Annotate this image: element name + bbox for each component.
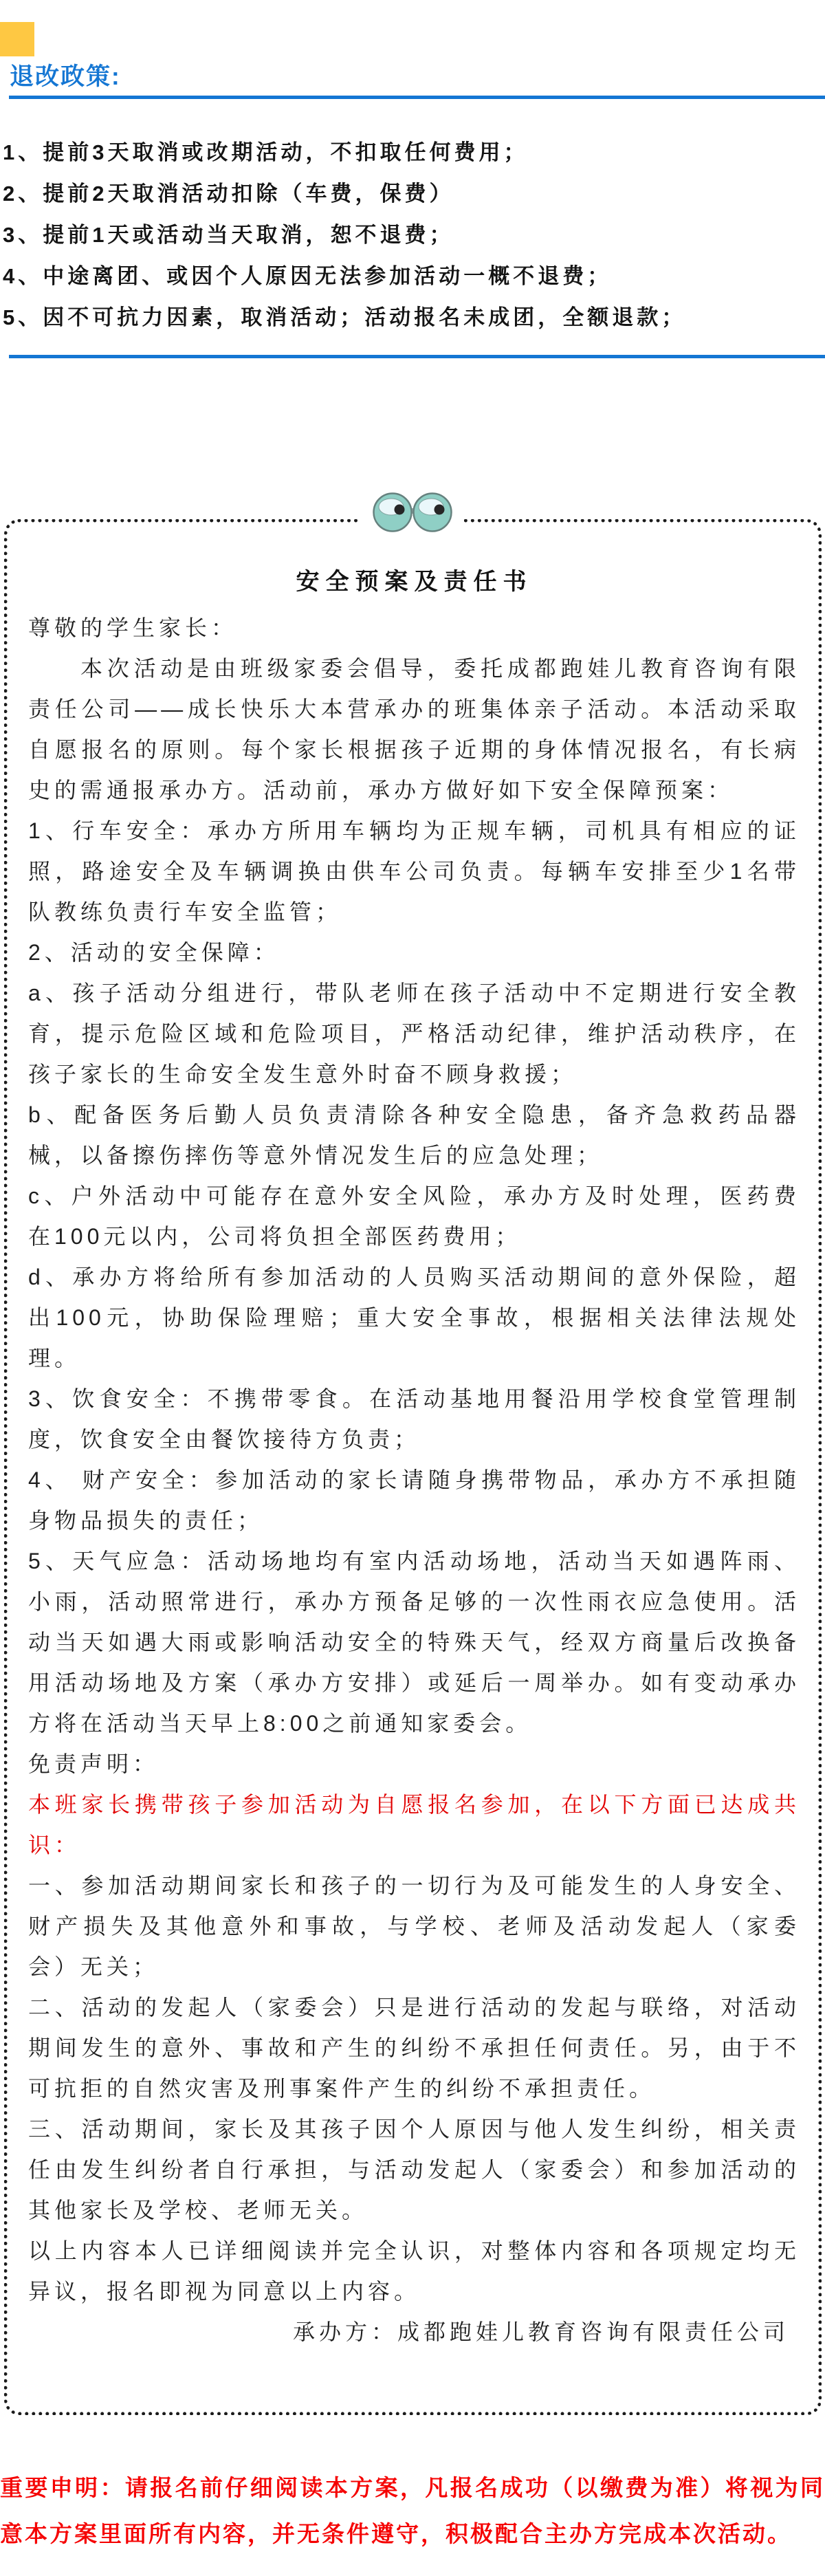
letter-paragraph: 1、行车安全：承办方所用车辆均为正规车辆，司机具有相应的证照，路途安全及车辆调换由供车公司负责。每辆车安排至少1名带队教练负责行车安全监管； bbox=[28, 818, 800, 924]
refund-policy-list bbox=[3, 132, 807, 338]
letter-paragraph: 2、活动的安全保障： bbox=[28, 940, 280, 965]
refund-policy-item: 1、提前3天取消或改期活动，不扣取任何费用； bbox=[3, 140, 529, 164]
letter-paragraph: b、配备医务后勤人员负责清除各种安全隐患，备齐急救药品器械，以备擦伤摔伤等意外情况发生后的应急处理； bbox=[28, 1102, 800, 1168]
yellow-corner-mark bbox=[0, 22, 34, 56]
refund-policy-item: 5、因不可抗力因素，取消活动；活动报名未成团，全额退款； bbox=[3, 305, 687, 329]
letter-paragraph: 5、天气应急：活动场地均有室内活动场地，活动当天如遇阵雨、小雨，活动照常进行，承办方预备足够的一次性雨衣应急使用。活动当天如遇大雨或影响活动安全的特殊天气，经双方商量后改换备用活动场地及方案（承办方安排）或延后一周举办。如有变动承办方将在活动当天早上8:00之前通知家委会。 bbox=[28, 1549, 800, 1736]
letter-paragraph: c、户外活动中可能存在意外安全风险，承办方及时处理，医药费在100元以内，公司将负担全部医药费用； bbox=[28, 1183, 800, 1249]
refund-policy-item: 3、提前1天或活动当天取消，恕不退费； bbox=[3, 223, 454, 247]
refund-policy-title: 退改政策: bbox=[10, 63, 121, 90]
voluntary-signup-notice: 本班家长携带孩子参加活动为自愿报名参加，在以下方面已达成共识： bbox=[28, 1792, 800, 1857]
important-statement: 重要申明：请报名前仔细阅读本方案，凡报名成功（以缴费为准）将视为同意本方案里面所有内容，并无条件遵守，积极配合主办方完成本次活动。 bbox=[0, 2475, 825, 2546]
bottom-divider-line bbox=[9, 355, 825, 358]
closing-paragraph: 以上内容本人已详细阅读并完全认识，对整体内容和各项规定均无异议，报名即视为同意以上内容。 bbox=[28, 2238, 800, 2304]
refund-policy-item: 4、中途离团、或因个人原因无法参加活动一概不退费； bbox=[3, 264, 613, 288]
organizer-signature: 承办方：成都跑娃儿教育咨询有限责任公司 bbox=[292, 2320, 789, 2344]
letter-paragraph: 4、 财产安全：参加活动的家长请随身携带物品，承办方不承担随身物品损失的责任； bbox=[28, 1467, 800, 1533]
consensus-item: 一、参加活动期间家长和孩子的一切行为及可能发生的人身安全、财产损失及其他意外和事故，与学校、老师及活动发起人（家委会）无关； bbox=[28, 1873, 800, 1979]
letter-title: 安全预案及责任书 bbox=[296, 569, 533, 595]
eyes-icon bbox=[361, 487, 464, 538]
letter-paragraph: 3、饮食安全：不携带零食。在活动基地用餐沿用学校食堂管理制度，饮食安全由餐饮接待方负责； bbox=[28, 1386, 800, 1452]
letter-paragraph: 本次活动是由班级家委会倡导，委托成都跑娃儿教育咨询有限责任公司——成长快乐大本营承办的班集体亲子活动。本活动采取自愿报名的原则。每个家长根据孩子近期的身体情况报名，有长病史的需通报承办方。活动前，承办方做好如下安全保障预案： bbox=[28, 656, 800, 803]
letter-paragraph: a、孩子活动分组进行，带队老师在孩子活动中不定期进行安全教育，提示危险区域和危险项目，严格活动纪律，维护活动秩序，在孩子家长的生命安全发生意外时奋不顾身救援； bbox=[28, 981, 800, 1087]
disclaimer-label: 免责声明： bbox=[28, 1751, 160, 1776]
letter-salutation: 尊敬的学生家长： bbox=[28, 615, 238, 640]
consensus-item: 三、活动期间，家长及其孩子因个人原因与他人发生纠纷，相关责任由发生纠纷者自行承担，与活动发起人（家委会）和参加活动的其他家长及学校、老师无关。 bbox=[28, 2117, 800, 2223]
consensus-item: 二、活动的发起人（家委会）只是进行活动的发起与联络，对活动期间发生的意外、事故和产生的纠纷不承担任何责任。另，由于不可抗拒的自然灾害及刑事案件产生的纠纷不承担责任。 bbox=[28, 1995, 800, 2101]
safety-letter-box bbox=[4, 519, 822, 2415]
letter-paragraph: d、承办方将给所有参加活动的人员购买活动期间的意外保险，超出100元，协助保险理赔；重大安全事故，根据相关法律法规处理。 bbox=[28, 1265, 800, 1371]
refund-policy-item: 2、提前2天取消活动扣除（车费，保费） bbox=[3, 182, 454, 206]
top-divider-line bbox=[9, 96, 825, 99]
